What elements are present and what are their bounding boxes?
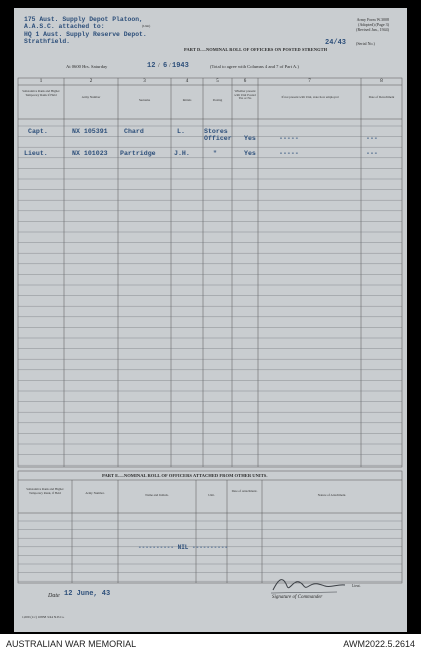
- date-label: Date: [48, 593, 60, 599]
- unit-caption: (Unit): [142, 24, 151, 28]
- part-e-header-date: Date of Attachment.: [231, 489, 258, 493]
- cell-initials: J.H.: [174, 150, 190, 157]
- unit-line-3: HQ 1 Aust. Supply Reserve Depot.: [24, 30, 147, 38]
- part-e-header-army-number: Army Number.: [85, 491, 105, 495]
- commander-signature: [269, 572, 349, 596]
- part-e-header-rank: Substantive Rank and Higher Temporary Rank, if Held: [26, 487, 64, 495]
- printer-line: 1,000 (1/c) 10858 3/44 N.P.Co.: [22, 615, 65, 619]
- col-number-8: 8: [380, 79, 383, 84]
- cell-army-number: NX 105391: [72, 128, 108, 135]
- col-header-rank: Substantive Rank and Higher Temporary Rank if Held: [22, 89, 60, 97]
- archive-name: AUSTRALIAN WAR MEMORIAL: [6, 639, 137, 649]
- document-sheet: [14, 8, 407, 632]
- cell-detachment-date: ---: [366, 135, 378, 142]
- cell-posting: Stores Officer: [204, 128, 232, 143]
- cell-present: Yes: [244, 135, 256, 142]
- part-e-title: PART E.—NOMINAL ROLL OF OFFICERS ATTACHED FROM OTHER UNITS.: [102, 473, 268, 478]
- unit-line-2: A.A.S.C. attached to:: [24, 23, 105, 31]
- cell-initials: L.: [177, 128, 185, 135]
- signature-label: Signature of Commander: [272, 595, 323, 600]
- date-month: 6: [163, 62, 168, 70]
- cell-present: Yes: [244, 150, 256, 157]
- col-number-6: 6: [243, 79, 247, 84]
- cell-army-number: NX 101023: [72, 150, 108, 157]
- col-header-employed: If not present with Unit, state how employed: [281, 95, 339, 99]
- part-e-header-name: Name and Initials.: [145, 493, 169, 497]
- col-header-posting: Posting: [212, 98, 223, 102]
- col-number-5: 5: [216, 79, 219, 84]
- cell-posting: ": [213, 150, 217, 157]
- col-header-surname: Surname: [138, 98, 151, 102]
- part-e-header-nature: Nature of Attachment.: [317, 493, 347, 497]
- cell-rank: Capt.: [28, 128, 48, 135]
- col-header-army-number: Army Number: [81, 95, 101, 99]
- cell-detachment-date: ---: [366, 150, 378, 157]
- date-slash-2: /: [169, 63, 171, 69]
- col-number-7: 7: [308, 79, 311, 84]
- part-e-header-unit: Unit.: [208, 493, 215, 497]
- unit-line-4: Strathfield.: [24, 38, 71, 46]
- serial-number: 24/43: [325, 39, 347, 47]
- col-header-initials: Initials: [182, 98, 192, 102]
- part-d-title: PART D.—NOMINAL ROLL OF OFFICERS ON POSTED STRENGTH: [184, 47, 328, 52]
- unit-line-1: 175 Aust. Supply Depot Platoon,: [24, 16, 143, 23]
- date-suffix: (Total to agree with Columns 4 and 7 of Part A.): [210, 64, 299, 69]
- serial-label: (Serial No.): [356, 41, 375, 46]
- army-form-label: Army Form W.3008: [356, 17, 389, 22]
- col-number-2: 2: [89, 79, 93, 84]
- col-header-detachment-date: Date of Detachment: [368, 95, 395, 99]
- date-prefix: At 0600 Hrs. Saturday: [66, 64, 108, 69]
- col-header-present: Whether present with Unit Posted Yes or No: [234, 89, 256, 101]
- revised-label: (Revised Jan., 1944): [356, 27, 389, 32]
- archive-footer: [0, 634, 421, 653]
- signoff-date: 12 June, 43: [64, 590, 111, 598]
- col-number-3: 3: [143, 79, 146, 84]
- archive-id: AWM2022.5.2614: [343, 639, 415, 649]
- cell-surname: Partridge: [120, 150, 156, 157]
- date-day: 12: [147, 62, 156, 70]
- cell-surname: Chard: [124, 128, 144, 135]
- col-number-4: 4: [185, 79, 189, 84]
- date-slash-1: /: [158, 63, 160, 69]
- cell-employed: -----: [279, 150, 299, 157]
- nil-entry: ---------- NIL ----------: [138, 544, 229, 551]
- date-year: 1943: [172, 62, 189, 70]
- cell-rank: Lieut.: [24, 150, 48, 157]
- rank-caption: Lieut.: [352, 584, 361, 588]
- cell-employed: -----: [279, 135, 299, 142]
- adopted-label: (Adopted) (Page 3): [358, 22, 389, 27]
- col-number-1: 1: [39, 79, 43, 84]
